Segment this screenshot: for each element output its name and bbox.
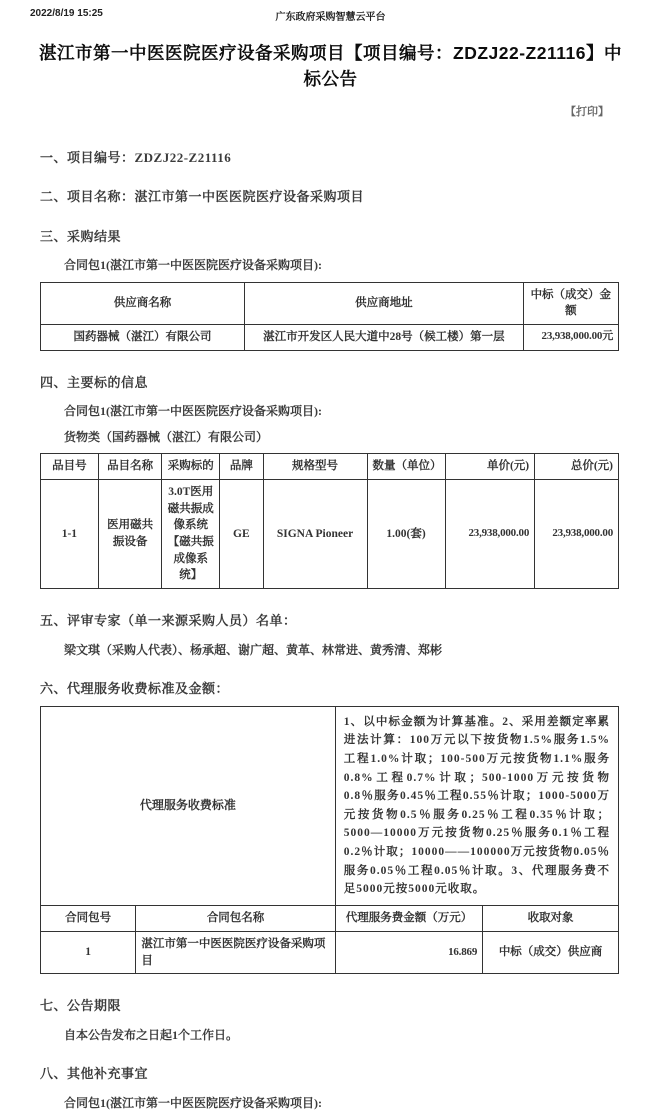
table-row [41, 325, 619, 351]
item-name-cell: 医用磁共振设备 [98, 480, 162, 589]
section-agency-fee: 六、代理服务收费标准及金额： [40, 681, 619, 697]
subject-package-line: 合同包1(湛江市第一中医医院医疗设备采购项目): [64, 404, 619, 418]
col-quantity: 数量（单位） [367, 454, 445, 480]
fee-payer-cell: 中标（成交）供应商 [483, 931, 619, 973]
col-package-name: 合同包名称 [136, 905, 335, 931]
other-package-line: 合同包1(湛江市第一中医医院医疗设备采购项目): [64, 1096, 619, 1110]
notice-period-text: 自本公告发布之日起1个工作日。 [64, 1028, 619, 1042]
col-item-no: 品目号 [41, 454, 99, 480]
brand-cell: GE [220, 480, 263, 589]
model-cell: SIGNA Pioneer [263, 480, 367, 589]
section-experts: 五、评审专家（单一来源采购人员）名单： [40, 613, 619, 629]
supplier-table [40, 282, 619, 351]
section-other-matters: 八、其他补充事宜 [40, 1066, 619, 1082]
col-total-price: 总价(元) [535, 454, 619, 480]
page-title: 湛江市第一中医医院医疗设备采购项目【项目编号：ZDZJ22-Z21116】中标公告 [31, 40, 631, 93]
col-award-amount: 中标（成交）金额 [523, 282, 618, 324]
section-procurement-result: 三、采购结果 [40, 229, 619, 245]
package-no-cell: 1 [41, 931, 136, 973]
announcement-body [40, 150, 619, 1110]
col-item-name: 品目名称 [98, 454, 162, 480]
col-fee-payer: 收取对象 [483, 905, 619, 931]
print-button[interactable]: 【打印】 [565, 106, 609, 118]
print-button-row [0, 102, 661, 116]
subject-category-line: 货物类（国药器械（湛江）有限公司） [64, 430, 619, 444]
fee-standard-row [41, 706, 619, 905]
unit-price-cell: 23,938,000.00 [445, 480, 535, 589]
section-notice-period: 七、公告期限 [40, 998, 619, 1014]
browser-print-header [0, 0, 661, 20]
fee-amount-cell: 16.869 [335, 931, 482, 973]
section-project-name: 二、项目名称：湛江市第一中医医院医疗设备采购项目 [40, 189, 619, 205]
supplier-address-cell: 湛江市开发区人民大道中28号（候工楼）第一层 [245, 325, 524, 351]
col-procurement-subject: 采购标的 [162, 454, 220, 480]
table-header-row [41, 454, 619, 480]
fee-standard-label-cell: 代理服务收费标准 [41, 706, 336, 905]
section-subject-info: 四、主要标的信息 [40, 375, 619, 391]
items-table [40, 453, 619, 589]
print-datetime: 2022/8/19 15:25 [30, 8, 103, 19]
table-row [41, 480, 619, 589]
experts-names-line: 梁文琪（采购人代表）、杨承超、谢广超、黄革、林常进、黄秀清、郑彬 [64, 643, 619, 657]
col-unit-price: 单价(元) [445, 454, 535, 480]
supplier-name-cell: 国药器械（湛江）有限公司 [41, 325, 245, 351]
fee-standard-text-cell: 1、以中标金额为计算基准。2、采用差额定率累进法计算：100万元以下按货物1.5%服务1.5%工程1.0%计取；100-500万元按货物1.1%服务0.8%工程0.7%计取；500-1000万元按货物0.8％服务0.45％工程0.55％计取；1000-5000万元按货物0.5％服务0.25％工程0.35％计取；5000—10000万元按货物0.25％服务0.1％工程0.2％计取；10000——100000万元按货物0.05％服务0.05％工程0.05％计取。3、代理服务费不足5000元按5000元收取。 [335, 706, 618, 905]
quantity-cell: 1.00(套) [367, 480, 445, 589]
table-row [41, 931, 619, 973]
table-header-row [41, 282, 619, 324]
table-header-row [41, 905, 619, 931]
col-model: 规格型号 [263, 454, 367, 480]
site-name: 广东政府采购智慧云平台 [0, 8, 661, 23]
col-supplier-name: 供应商名称 [41, 282, 245, 324]
result-package-line: 合同包1(湛江市第一中医医院医疗设备采购项目): [64, 258, 619, 272]
total-price-cell: 23,938,000.00 [535, 480, 619, 589]
section-project-number: 一、项目编号：ZDZJ22-Z21116 [40, 150, 619, 166]
item-no-cell: 1-1 [41, 480, 99, 589]
procurement-subject-cell: 3.0T医用磁共振成像系统【磁共振成像系统】 [162, 480, 220, 589]
col-fee-amount: 代理服务费金额（万元） [335, 905, 482, 931]
col-brand: 品牌 [220, 454, 263, 480]
package-name-cell: 湛江市第一中医医院医疗设备采购项目 [136, 931, 335, 973]
award-amount-cell: 23,938,000.00元 [523, 325, 618, 351]
col-supplier-address: 供应商地址 [245, 282, 524, 324]
col-package-no: 合同包号 [41, 905, 136, 931]
agency-fee-table [40, 706, 619, 975]
